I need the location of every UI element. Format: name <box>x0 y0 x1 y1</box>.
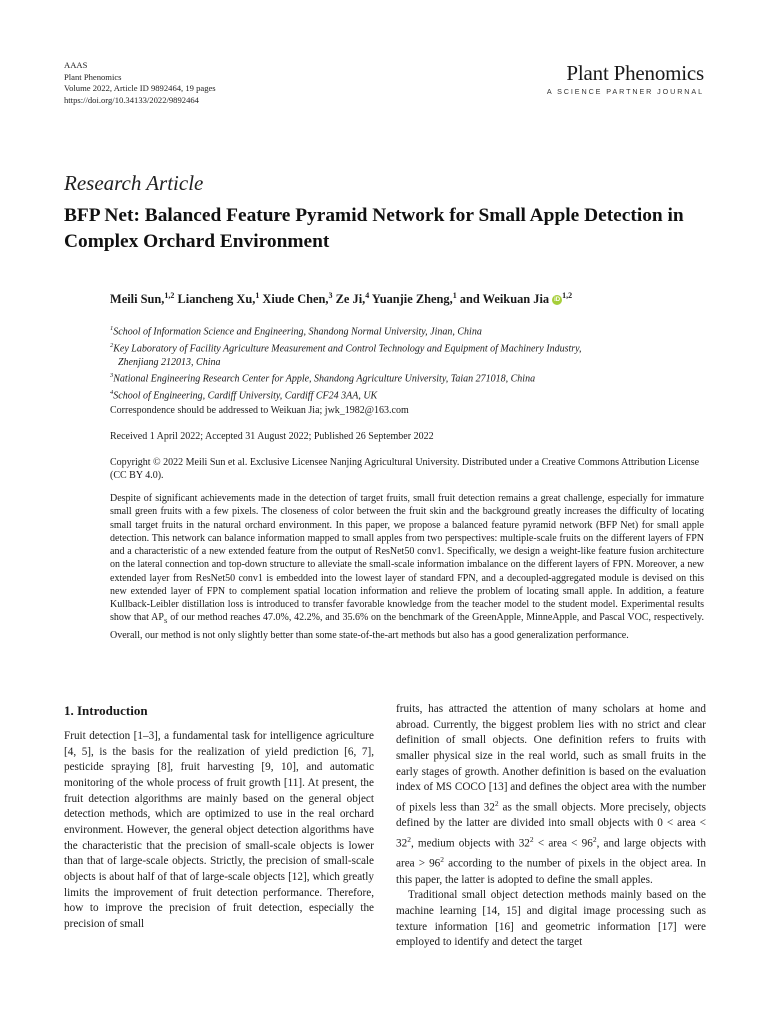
text-run: , medium objects with 32 <box>410 837 530 850</box>
orcid-icon[interactable]: iD <box>554 297 561 304</box>
author-name: Xiude Chen, <box>262 292 329 307</box>
affiliation-list <box>110 322 710 403</box>
right-column <box>396 702 706 951</box>
body-paragraph <box>396 702 706 888</box>
text-run: according to the number of pixels in the object area. In this paper, the latter is adopted to define the small apples. <box>396 858 706 886</box>
superscript: 2 <box>494 798 499 808</box>
publication-dates: Received 1 April 2022; Accepted 31 August 2022; Published 26 September 2022 <box>110 431 434 442</box>
abstract-subscript: S <box>163 618 168 626</box>
journal-logo <box>547 60 704 96</box>
section-heading: 1. Introduction <box>64 703 148 718</box>
affiliation-number: 4 <box>110 389 114 397</box>
text-run: , and large objects with area > 96 <box>396 837 706 871</box>
affiliation-text: School of Engineering, Cardiff University, Cardiff CF24 3AA, UK <box>113 390 378 402</box>
affiliation-item <box>110 369 710 386</box>
article-type: Research Article <box>64 171 204 195</box>
abstract <box>110 492 704 642</box>
body-paragraph: Fruit detection [1–3], a fundamental task for intelligence agriculture [4, 5], is the basis for the realization of yield prediction [6, 7], pesticide spraying [8], fruit harvesting [9, 10], and automatic monitoring of the whole process of fruit growth [11]. At present, the fruit detection algorithms are mainly based on the general object detection methods, which are optimized to use in the real orchard environment. However, the general object detection algorithms have the characteristic that the precision of small-scale objects is lower than that of large-scale objects. Strictly, the precision of small-scale objects is about half of that of large-scale objects [12], which greatly limits the improvement of fruit detection performance. Therefore, how to improve the precision of fruit detection, especially the precision of small <box>64 730 374 930</box>
author-name: Ze Ji, <box>335 292 366 307</box>
meta-journal: Plant Phenomics <box>64 71 122 82</box>
abstract-text: Despite of significant achievements made in the detection of target fruits, small fruit detection remains a great challenge, especially for immature small green fruits with a few pixels. The closeness of color between the fruit skin and the background greatly increases the difficulty of locating small target fruits in the natural orchard environment. In this paper, we propose a balanced feature pyramid network (BFP Net) for small apple detection. This network can balance information mapped to small apples from two perspectives: multiple-scale fruits on the different layers of FPN and a characteristic of a new extended feature from the output of ResNet50 conv1. Specifically, we design a weight-like feature fusion architecture on the lateral connection and top-down structure to alleviate the small-scale information imbalance on the different layers of FPN. Moreover, a new extended layer from ResNet50 conv1 is embedded into the lowest layer of standard FPN, and a decoupled-aggregated module is devised on this new extended layer of FPN to complement spatial location information and relieve the problem of locating small apple. In addition, a feature Kullback-Leibler distillation loss is introduced to transfer favorable knowledge from the teacher model to the student model. Experimental results show that AP <box>110 493 704 624</box>
affiliation-item <box>110 322 710 339</box>
text-run: as the small objects. More precisely, objects defined by the latter are divided into small objects with 0 < area < 32 <box>396 801 706 850</box>
author-affiliation: 1,2 <box>562 291 573 300</box>
author-affiliation: 3 <box>328 291 333 300</box>
superscript: 2 <box>440 855 445 865</box>
affiliation-number: 1 <box>110 325 114 332</box>
affiliation-item <box>110 356 710 370</box>
text-run: fruits, has attracted the attention of many scholars at home and abroad. Currently, the biggest problem lies with no strict and clear definition of small objects. One definition refers to fruits with smaller physical size in the real world, such as small fruits in the early stages of growth. Another definition is based on the evaluation index of MS COCO [13] and defines the object area with the number of pixels less than 32 <box>396 703 706 814</box>
author-affiliation: 1,2 <box>164 291 175 300</box>
author-list <box>110 291 572 307</box>
superscript: 2 <box>407 834 411 844</box>
author-affiliation: 4 <box>365 291 370 300</box>
meta-publisher: AAAS <box>64 60 88 70</box>
abstract-text: of our method reaches 47.0%, 42.2%, and 35.6% on the benchmark of the GreenApple, MinneApple, and Pascal VOC, respectively. Overall, our method is not only slightly better than some state-of-the-art methods but also has a good generalization performance. <box>110 612 704 641</box>
author-affiliation: 1 <box>452 291 457 300</box>
superscript: 2 <box>529 834 534 844</box>
affiliation-text: National Engineering Research Center for Apple, Shandong Agriculture University, Taian 271018, China <box>113 373 536 385</box>
superscript: 2 <box>592 834 597 844</box>
journal-name: Plant Phenomics <box>566 61 704 85</box>
journal-subtitle: A SCIENCE PARTNER JOURNAL <box>546 87 704 96</box>
affiliation-text: Key Laboratory of Facility Agriculture Measurement and Control Technology and Equipment of Machinery Industry, <box>113 343 582 355</box>
affiliation-text: School of Information Science and Engineering, Shandong Normal University, Jinan, China <box>113 326 482 338</box>
author-name: Liancheng Xu, <box>177 292 256 307</box>
meta-volume: Volume 2022, Article ID 9892464, 19 pages <box>64 83 216 94</box>
copyright-notice: Copyright © 2022 Meili Sun et al. Exclusive Licensee Nanjing Agricultural University. Distributed under a Creative Commons Attribution License (CC BY 4.0). <box>110 457 700 482</box>
article-meta <box>64 60 216 106</box>
correspondence: Correspondence should be addressed to Weikuan Jia; jwk_1982@163.com <box>110 405 409 416</box>
author-affiliation: 1 <box>255 291 260 300</box>
affiliation-text: Zhenjiang 212013, China <box>118 356 221 368</box>
affiliation-item <box>110 386 710 403</box>
author-name: and Weikuan Jia <box>459 292 550 307</box>
affiliation-number: 2 <box>110 341 114 349</box>
paper-title: BFP Net: Balanced Feature Pyramid Network for Small Apple Detection in Complex Orchard Environment <box>64 205 684 252</box>
affiliation-number: 3 <box>110 372 114 380</box>
meta-doi-link[interactable]: https://doi.org/10.34133/2022/9892464 <box>64 94 199 105</box>
left-column <box>64 702 374 933</box>
body-paragraph: Traditional small object detection methods mainly based on the machine learning [14, 15] and digital image processing such as texture information [16] and geometric information [17] were employed to identify and detect the target <box>396 889 706 949</box>
author-name: Yuanjie Zheng, <box>371 292 453 307</box>
author-name: Meili Sun, <box>110 292 165 307</box>
affiliation-item <box>110 339 710 356</box>
text-run: < area < 96 <box>533 837 593 850</box>
